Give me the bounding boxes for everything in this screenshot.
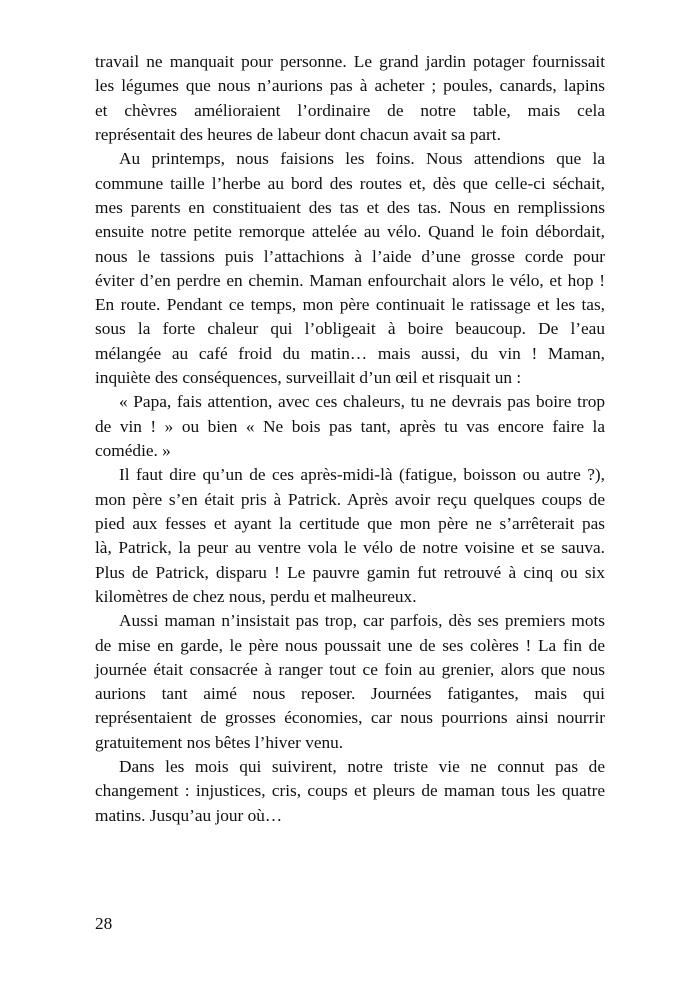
text-line: ensuite notre petite remorque attelée au vélo. Quand le foin débordait, — [95, 222, 605, 242]
text-line: matins. Jusqu’au jour où… — [95, 805, 283, 825]
text-line: mélangée au café froid du matin… mais aussi, du vin ! Maman, — [95, 343, 605, 363]
text-line: les légumes que nous n’aurions pas à acheter ; poules, canards, lapins — [95, 76, 605, 96]
paragraph — [95, 463, 605, 609]
text-line: commune taille l’herbe au bord des routes et, dès que celle-ci séchait, — [95, 173, 605, 193]
text-line: pied aux fesses et ayant la certitude que mon père ne s’arrêterait pas — [95, 513, 605, 533]
paragraph — [95, 609, 605, 755]
body-text — [95, 50, 605, 828]
text-line: inquiète des conséquences, surveillait d’un œil et risquait un : — [95, 368, 522, 388]
text-line: Au printemps, nous faisions les foins. Nous attendions que la — [119, 149, 605, 169]
text-line: Il faut dire qu’un de ces après-midi-là (fatigue, boisson ou autre ?), — [119, 465, 605, 485]
text-line: représentait des heures de labeur dont chacun avait sa part. — [95, 124, 501, 144]
text-line: « Papa, fais attention, avec ces chaleurs, tu ne devrais pas boire trop — [119, 392, 605, 412]
text-line: représentaient de grosses économies, car nous pourrions ainsi nourrir — [95, 708, 605, 728]
paragraph — [95, 147, 605, 390]
text-line: Dans les mois qui suivirent, notre triste vie ne connut pas de — [119, 757, 605, 777]
text-line: Aussi maman n’insistait pas trop, car parfois, dès ses premiers mots — [119, 611, 605, 631]
text-line: comédie. » — [95, 441, 171, 460]
page-number: 28 — [95, 914, 113, 933]
text-line: gratuitement nos bêtes l’hiver venu. — [95, 732, 344, 752]
text-line: et chèvres amélioraient l’ordinaire de notre table, mais cela — [95, 100, 605, 120]
paragraph — [95, 390, 605, 463]
text-line: de mise en garde, le père nous poussait une de ses colères ! La fin de — [95, 635, 605, 655]
text-line: là, Patrick, la peur au ventre vola le vélo de notre voisine et se sauva. — [95, 538, 605, 558]
paragraph — [95, 755, 605, 828]
text-line: de vin ! » ou bien « Ne bois pas tant, après tu vas encore faire la — [95, 416, 605, 436]
text-line: éviter d’en perdre en chemin. Maman enfourchait alors le vélo, et hop ! — [95, 270, 605, 290]
text-line: Plus de Patrick, disparu ! Le pauvre gamin fut retrouvé à cinq ou six — [95, 562, 605, 582]
text-line: mon père s’en était pris à Patrick. Après avoir reçu quelques coups de — [95, 489, 605, 509]
text-line: En route. Pendant ce temps, mon père continuait le ratissage et les tas, — [95, 295, 605, 315]
text-line: changement : injustices, cris, coups et pleurs de maman tous les quatre — [95, 781, 605, 801]
text-line: journée était consacrée à ranger tout ce foin au grenier, alors que nous — [95, 659, 605, 679]
text-line: kilomètres de chez nous, perdu et malheureux. — [95, 586, 417, 606]
text-line: mes parents en constituaient des tas et des tas. Nous en remplissions — [95, 197, 605, 217]
text-line: travail ne manquait pour personne. Le grand jardin potager fournissait — [95, 52, 605, 71]
paragraph — [95, 50, 605, 147]
text-line: nous le tassions puis l’attachions à l’aide d’une grosse corde pour — [95, 246, 605, 266]
text-line: aurions tant aimé nous reposer. Journées fatigantes, mais qui — [95, 684, 605, 704]
text-line: sous la forte chaleur qui l’obligeait à boire beaucoup. De l’eau — [95, 319, 605, 339]
